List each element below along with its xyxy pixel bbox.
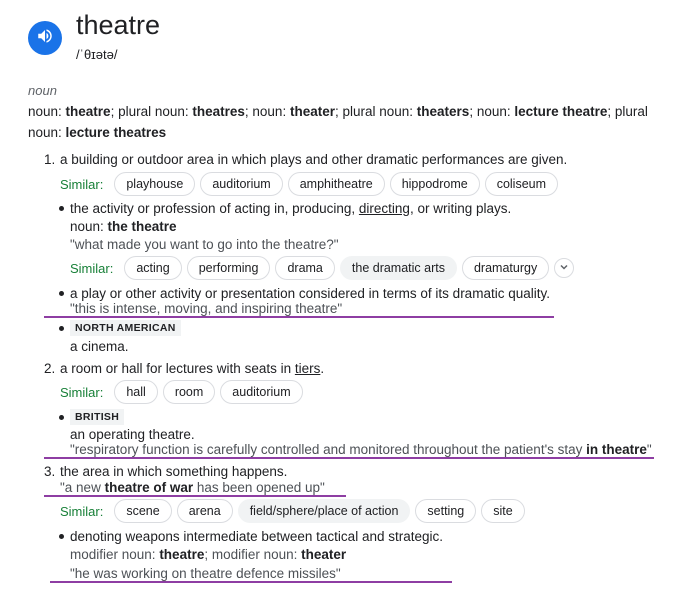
similar-chip-setting[interactable]: setting [415,499,476,523]
similar-chip-scene[interactable]: scene [114,499,171,523]
similar-label: Similar: [70,260,114,276]
sense-1a-example: "what made you want to go into the theatre?" [70,237,339,252]
sense-3-similar-row [60,499,525,523]
sense-1-similar-row [60,172,558,196]
similar-chip-amphitheatre[interactable]: amphitheatre [288,172,385,196]
region-label-north-american: NORTH AMERICAN [70,320,181,336]
sense-2-definition: 2. a room or hall for lectures with seats in tiers. [44,361,325,376]
sense-1a-definition: the activity or profession of acting in, producing, directing, or writing plays. [70,201,512,216]
highlight-underline [44,316,554,318]
region-label-british: BRITISH [70,409,124,425]
tiers-link[interactable]: tiers [294,361,321,376]
similar-chip-acting[interactable]: acting [124,256,181,280]
similar-chip-drama[interactable]: drama [275,256,334,280]
similar-chip-arena[interactable]: arena [177,499,233,523]
similar-chip-site[interactable]: site [481,499,524,523]
sense-1a-noun-form: noun: the theatre [70,219,177,234]
similar-chip-dramaturgy[interactable]: dramaturgy [462,256,549,280]
highlight-underline [44,495,346,497]
sense-2a-example: "respiratory function is carefully controlled and monitored throughout the patient's stay in theatre" [70,442,652,457]
sense-1c-definition: a cinema. [70,339,129,354]
sense-3-example: "a new theatre of war has been opened up" [60,480,325,495]
highlight-underline [50,581,452,583]
part-of-speech: noun [28,83,57,98]
similar-label: Similar: [60,176,104,192]
more-synonyms-button[interactable] [554,258,574,278]
similar-chip-playhouse[interactable]: playhouse [114,172,195,196]
sense-3a-definition: denoting weapons intermediate between tactical and strategic. [70,529,443,544]
word-forms: noun: theatre; plural noun: theatres; noun: theater; plural noun: theaters; noun: lecture theatre; plural noun: lecture theatres [28,104,648,140]
bullet [59,534,64,539]
pronunciation-button[interactable] [28,21,62,55]
similar-label: Similar: [60,503,104,519]
bullet [59,291,64,296]
sense-3a-example: "he was working on theatre defence missiles" [70,566,341,581]
speaker-volume-icon [36,27,54,50]
sense-1a-similar-row [70,256,574,280]
similar-chip-hall[interactable]: hall [114,380,157,404]
bullet [59,206,64,211]
sense-1b-example: "this is intense, moving, and inspiring theatre" [70,301,343,316]
similar-chip-room[interactable]: room [163,380,215,404]
similar-chip-the-dramatic-arts[interactable]: the dramatic arts [340,256,457,280]
similar-chip-auditorium[interactable]: auditorium [220,380,302,404]
similar-chip-auditorium[interactable]: auditorium [200,172,282,196]
sense-1-definition: 1. a building or outdoor area in which plays and other dramatic performances are given. [44,152,568,167]
bullet [59,415,64,420]
bullet [59,326,64,331]
similar-chip-field-sphere-place-of-action[interactable]: field/sphere/place of action [238,499,411,523]
chevron-down-icon [559,259,569,277]
similar-label: Similar: [60,384,104,400]
similar-chip-hippodrome[interactable]: hippodrome [390,172,480,196]
sense-1b-definition: a play or other activity or presentation considered in terms of its dramatic quality. [70,286,550,301]
phonetic-spelling: /ˈθɪətə/ [76,47,118,62]
sense-2-similar-row [60,380,303,404]
headword: theatre [76,10,161,40]
sense-2a-definition: an operating theatre. [70,427,195,442]
directing-link[interactable]: directing [358,201,410,216]
similar-chip-coliseum[interactable]: coliseum [485,172,558,196]
highlight-underline [44,457,654,459]
similar-chip-performing[interactable]: performing [187,256,271,280]
sense-3-definition: 3. the area in which something happens. [44,464,288,479]
sense-3a-modifier-forms: modifier noun: theatre; modifier noun: theater [70,547,347,562]
